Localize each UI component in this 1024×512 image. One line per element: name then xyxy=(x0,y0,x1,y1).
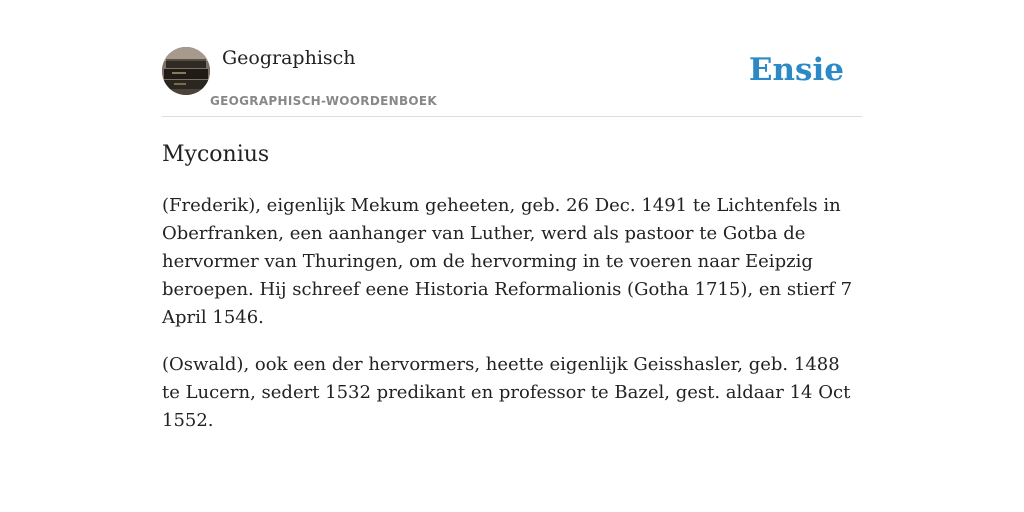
source-subtitle[interactable]: GEOGRAPHISCH-WOORDENBOEK xyxy=(210,94,437,108)
entry-body xyxy=(162,192,862,454)
source-header xyxy=(162,46,862,117)
entry-paragraph: (Oswald), ook een der hervormers, heette eigenlijk Geisshasler, geb. 1488 te Lucern, sedert 1532 predikant en professor te Bazel, gest. aldaar 14 Oct 1552. xyxy=(162,354,851,431)
entry-title: Myconius xyxy=(162,142,270,167)
ensie-logo[interactable]: Ensie xyxy=(748,52,844,88)
entry-paragraph: (Frederik), eigenlijk Mekum geheeten, geb. 26 Dec. 1491 te Lichtenfels in Oberfranken, een aanhanger van Luther, werd als pastoor te Gotba de hervormer van Thuringen, om de hervorming in te voeren naar Eeipzig beroepen. Hij schreef eene Historia Reformalionis (Gotha 1715), en stierf 7 April 1546. xyxy=(162,195,853,328)
books-image-icon xyxy=(162,47,210,95)
source-title[interactable]: Geographisch xyxy=(222,47,356,69)
source-avatar[interactable] xyxy=(162,47,210,95)
